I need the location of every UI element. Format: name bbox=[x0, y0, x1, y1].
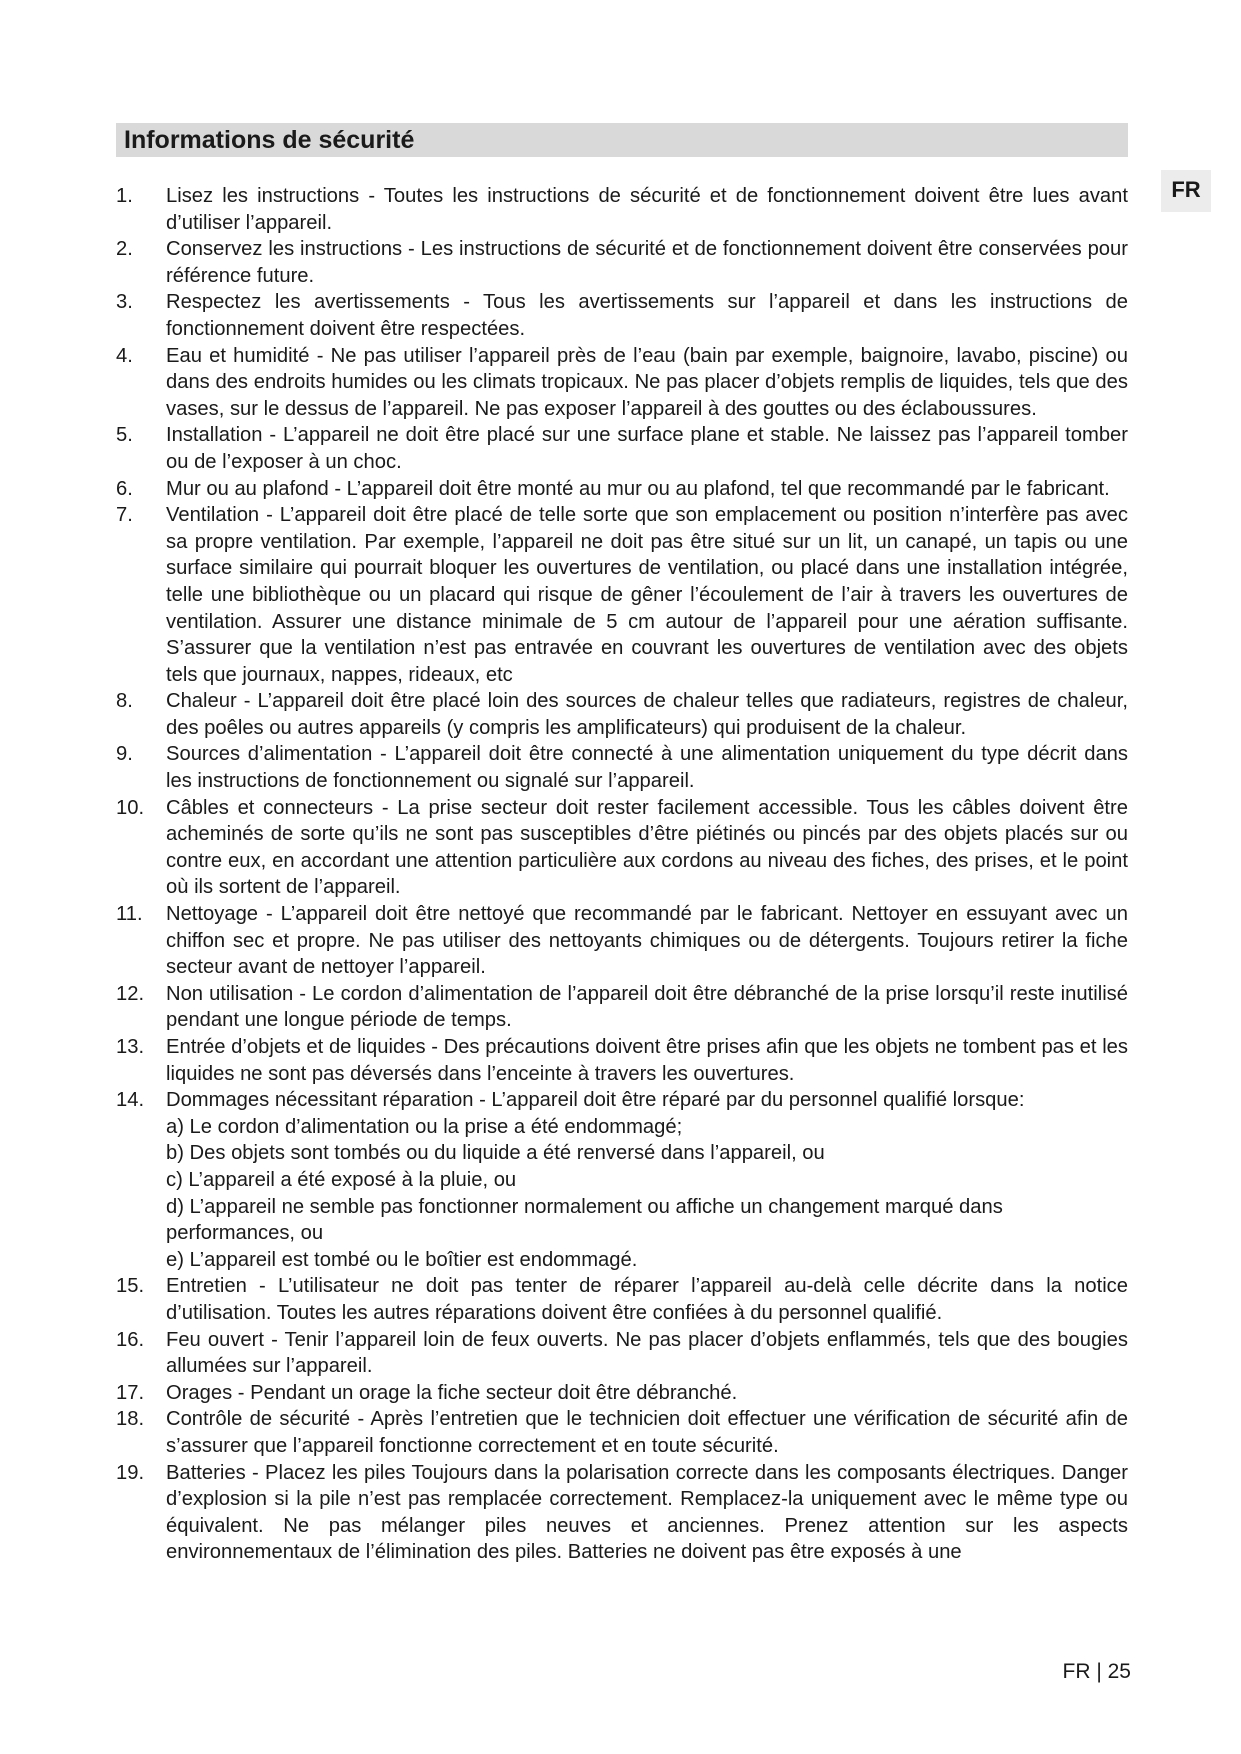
item-text: Ventilation - L’appareil doit être placé de telle sorte que son emplacement ou position n’interfère pas avec sa propre ventilation. Par exemple, l’appareil ne doit pas être situé sur un lit, un canapé, un tapis ou une surface similaire qui pourrait bloquer les ouvertures de ventilation, ou placé dans une installation intégrée, telle une bibliothèque ou un placard qui risque de gêner l’écoulement de l’air à travers les ouvertures de ventilation. Assurer une distance minimale de 5 cm autour de l’appareil pour une aération suffisante. S’assurer que la ventilation n’est pas entravée en couvrant les ouvertures de ventilation avec des objets tels que journaux, nappes, rideaux, etc bbox=[166, 504, 1128, 686]
sub-item: b) Des objets sont tombés ou du liquide a été renversé dans l’appareil, ou bbox=[166, 1142, 825, 1165]
item-number: 16. bbox=[116, 1328, 145, 1351]
item-text: Conservez les instructions - Les instructions de sécurité et de fonctionnement doivent être conservées pour référence future. bbox=[166, 238, 1128, 287]
item-number: 17. bbox=[116, 1381, 145, 1404]
item-text: Orages - Pendant un orage la fiche secteur doit être débranché. bbox=[166, 1381, 738, 1404]
item-number: 4. bbox=[116, 344, 133, 367]
item-text: Installation - L’appareil ne doit être placé sur une surface plane et stable. Ne laissez pas l’appareil tomber ou de l’exposer à un choc. bbox=[166, 424, 1128, 473]
safety-instructions-list bbox=[116, 183, 1128, 1566]
list-item bbox=[116, 1406, 1128, 1459]
list-item bbox=[116, 688, 1128, 741]
item-number: 19. bbox=[116, 1461, 145, 1484]
item-text: Nettoyage - L’appareil doit être nettoyé que recommandé par le fabricant. Nettoyer en essuyant avec un chiffon sec et propre. Ne pas utiliser des nettoyants chimiques ou de détergents. Toujours retirer la fiche secteur avant de nettoyer l’appareil. bbox=[166, 903, 1128, 979]
item-number: 3. bbox=[116, 291, 133, 314]
list-item bbox=[116, 901, 1128, 981]
language-tab: FR bbox=[1161, 170, 1211, 212]
item-text: Chaleur - L’appareil doit être placé loin des sources de chaleur telles que radiateurs, registres de chaleur, des poêles ou autres appareils (y compris les amplificateurs) qui produisent de la chaleur. bbox=[166, 690, 1128, 739]
sub-item: d) L’appareil ne semble pas fonctionner normalement ou affiche un changement marqué dans performances, ou bbox=[166, 1195, 1003, 1245]
list-item bbox=[116, 1380, 1128, 1407]
item-number: 11. bbox=[116, 903, 143, 926]
list-item bbox=[116, 289, 1128, 342]
list-item bbox=[116, 502, 1128, 688]
item-text: Entrée d’objets et de liquides - Des précautions doivent être prises afin que les objets ne tombent pas et les liquides ne sont pas déversés dans l’enceinte à travers les ouvertures. bbox=[166, 1036, 1128, 1085]
list-item bbox=[116, 343, 1128, 423]
list-item bbox=[116, 1087, 1128, 1273]
item-number: 5. bbox=[116, 424, 133, 447]
item-text: Sources d’alimentation - L’appareil doit être connecté à une alimentation uniquement du type décrit dans les instructions de fonctionnement ou signalé sur l’appareil. bbox=[166, 743, 1128, 793]
item-text: Contrôle de sécurité - Après l’entretien que le technicien doit effectuer une vérification de sécurité afin de s’assurer que l’appareil fonctionne correctement et en toute sécurité. bbox=[166, 1408, 1128, 1457]
item-number: 12. bbox=[116, 982, 145, 1005]
item-text: Batteries - Placez les piles Toujours dans la polarisation correcte dans les composants électriques. Danger d’explosion si la pile n’est pas remplacée correctement. Remplacez-la uniquement avec le même type ou équivalent. Ne pas mélanger piles neuves et anciennes. Prenez attention sur les aspects environnementaux de l’élimination des piles. Batteries ne doivent pas être exposés à une bbox=[166, 1461, 1128, 1564]
item-number: 14. bbox=[116, 1089, 145, 1112]
page-title: Informations de sécurité bbox=[124, 126, 415, 154]
item-text: Lisez les instructions - Toutes les instructions de sécurité et de fonctionnement doivent être lues avant d’utiliser l’appareil. bbox=[166, 185, 1128, 234]
item-text: Respectez les avertissements - Tous les avertissements sur l’appareil et dans les instructions de fonctionnement doivent être respectées. bbox=[166, 291, 1128, 340]
item-text: Mur ou au plafond - L’appareil doit être monté au mur ou au plafond, tel que recommandé par le fabricant. bbox=[166, 477, 1110, 500]
item-text: Câbles et connecteurs - La prise secteur doit rester facilement accessible. Tous les câbles doivent être acheminés de sorte qu’ils ne sont pas susceptibles d’être piétinés ou pincés par des objets placés sur ou contre eux, en accordant une attention particulière aux cordons au niveau des fiches, des prises, et le point où ils sortent de l’appareil. bbox=[166, 796, 1128, 899]
page-number: FR | 25 bbox=[1062, 1660, 1131, 1683]
list-item bbox=[116, 1327, 1128, 1380]
item-text: Dommages nécessitant réparation - L’appareil doit être réparé par du personnel qualifié lorsque: bbox=[166, 1089, 1025, 1112]
item-text: Eau et humidité - Ne pas utiliser l’appareil près de l’eau (bain par exemple, baignoire, lavabo, piscine) ou dans des endroits humides ou les climats tropicaux. Ne pas placer d’objets remplis de liquides, tels que des vases, sur le dessus de l’appareil. Ne pas exposer l’appareil à des gouttes ou des éclaboussures. bbox=[166, 344, 1128, 420]
list-item bbox=[116, 476, 1128, 503]
item-number: 18. bbox=[116, 1408, 145, 1431]
item-number: 8. bbox=[116, 690, 133, 713]
item-number: 10. bbox=[116, 796, 145, 819]
sub-item: a) Le cordon d’alimentation ou la prise a été endommagé; bbox=[166, 1115, 683, 1138]
item-number: 9. bbox=[116, 743, 133, 766]
sub-item: c) L’appareil a été exposé à la pluie, ou bbox=[166, 1168, 517, 1191]
list-item bbox=[116, 1460, 1128, 1566]
item-number: 2. bbox=[116, 238, 133, 261]
sub-item: e) L’appareil est tombé ou le boîtier est endommagé. bbox=[166, 1248, 638, 1271]
list-item bbox=[116, 183, 1128, 236]
item-number: 7. bbox=[116, 504, 133, 527]
list-item bbox=[116, 741, 1128, 794]
section-header bbox=[116, 123, 1128, 157]
item-number: 13. bbox=[116, 1036, 145, 1058]
item-text: Feu ouvert - Tenir l’appareil loin de feux ouverts. Ne pas placer d’objets enflammés, tels que des bougies allumées sur l’appareil. bbox=[166, 1328, 1128, 1378]
item-number: 1. bbox=[116, 185, 133, 207]
list-item bbox=[116, 1034, 1128, 1087]
item-number: 15. bbox=[116, 1275, 145, 1298]
item-text: Non utilisation - Le cordon d’alimentation de l’appareil doit être débranché de la prise lorsqu’il reste inutilisé pendant une longue période de temps. bbox=[166, 982, 1128, 1032]
list-item bbox=[116, 1273, 1128, 1326]
item-number: 6. bbox=[116, 477, 133, 500]
list-item bbox=[116, 795, 1128, 901]
list-item bbox=[116, 981, 1128, 1034]
list-item bbox=[116, 422, 1128, 475]
item-text: Entretien - L’utilisateur ne doit pas tenter de réparer l’appareil au-delà celle décrite dans la notice d’utilisation. Toutes les autres réparations doivent être confiées à du personnel qualifié. bbox=[166, 1275, 1128, 1324]
list-item bbox=[116, 236, 1128, 289]
